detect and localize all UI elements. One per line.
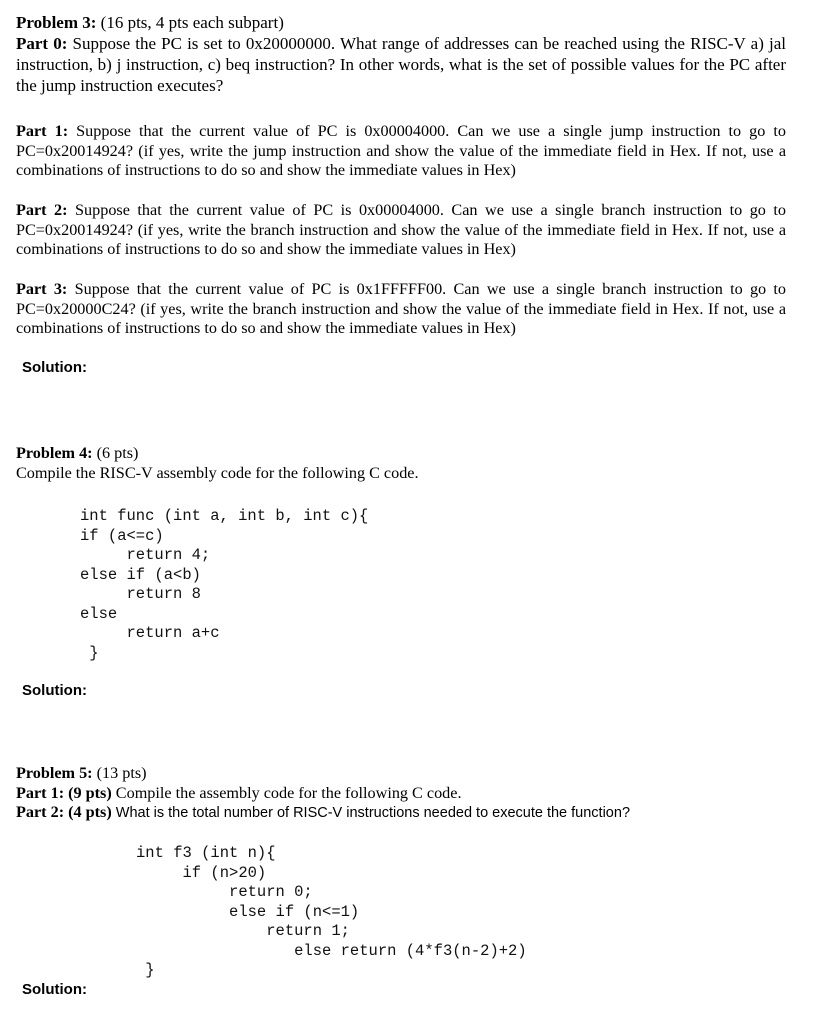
problem-4-header: [16, 444, 786, 483]
problem-3-part-3: Part 3: Suppose that the current value of PC is 0x1FFFFF00. Can we use a single branch instruction to go to PC=0x20000C24? (if yes, write the branch instruction and show the value of the immediate field in Hex. If not, use a combinations of instructions to do so and show the immediate values in Hex): [16, 280, 786, 337]
problem-5-part-1: Part 1: (9 pts) Compile the assembly code for the following C code.: [16, 783, 462, 802]
problem-4-code-block: [80, 507, 368, 663]
problem-3-part-1: Part 1: Suppose that the current value of PC is 0x00004000. Can we use a single jump instruction to go to PC=0x20014924? (if yes, write the jump instruction and show the value of the immediate field in Hex. If not, use a combinations of instructions to do so and show the immediate values in Hex): [16, 122, 786, 179]
code-line: return 1;: [136, 922, 350, 940]
code-line: else if (n<=1): [136, 902, 360, 921]
code-line: else: [80, 604, 118, 623]
code-line: return a+c: [80, 624, 220, 642]
code-line: }: [136, 961, 155, 979]
code-line: if (a<=c): [80, 526, 164, 545]
code-line: }: [80, 643, 99, 662]
problem-4-solution-label: Solution:: [22, 682, 87, 699]
code-line: return 4;: [80, 546, 211, 564]
problem-5-heading: Problem 5: (13 pts): [16, 764, 147, 782]
problem-3-intro: [16, 12, 786, 96]
problem-4-instruction: Compile the RISC-V assembly code for the following C code.: [16, 463, 419, 482]
code-line: else if (a<b): [80, 565, 201, 584]
problem-3-part-2: Part 2: Suppose that the current value of PC is 0x00004000. Can we use a single branch instruction to go to PC=0x20014924? (if yes, write the branch instruction and show the value of the immediate field in Hex. If not, use a combinations of instructions to do so and show the immediate values in Hex): [16, 201, 786, 258]
problem-5-part-2: Part 2: (4 pts) What is the total number of RISC-V instructions needed to execute the function?: [16, 803, 631, 821]
code-line: else return (4*f3(n-2)+2): [136, 941, 527, 960]
code-line: int f3 (int n){: [136, 844, 276, 862]
problem-3-heading: Problem 3: (16 pts, 4 pts each subpart): [16, 13, 284, 32]
code-line: if (n>20): [136, 863, 267, 882]
problem-5-code-block: [136, 844, 527, 981]
problem-3-solution-label: Solution:: [22, 359, 87, 376]
code-line: return 0;: [136, 883, 313, 901]
code-line: return 8: [80, 585, 201, 603]
problem-4-heading: Problem 4: (6 pts): [16, 444, 139, 462]
problem-5-header: [16, 764, 786, 824]
problem-5-solution-label: Solution:: [22, 981, 87, 998]
code-line: int func (int a, int b, int c){: [80, 507, 369, 525]
problem-3-part-0: Part 0: Suppose the PC is set to 0x20000000. What range of addresses can be reached using the RISC-V a) jal instruction, b) j instruction, c) beq instruction? In other words, what is the set of possible values for the PC after the jump instruction executes?: [16, 34, 786, 95]
